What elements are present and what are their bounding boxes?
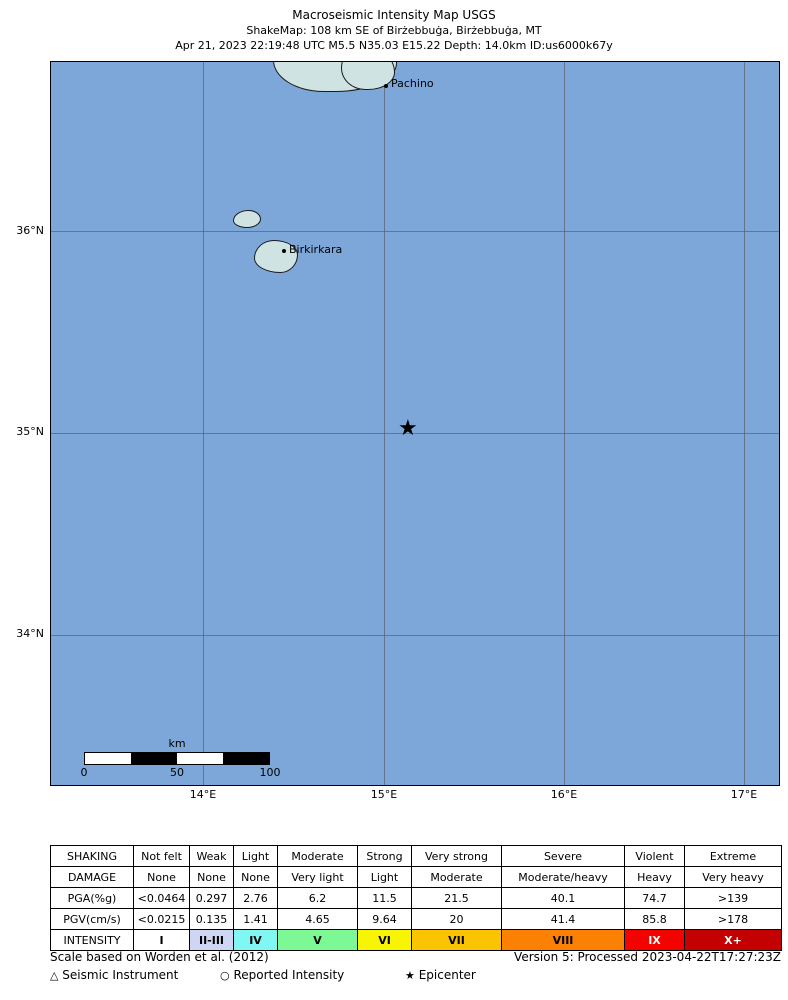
- triangle-icon: △: [50, 969, 59, 982]
- city-label-pachino: Pachino: [391, 77, 434, 90]
- legend-cell: 0.135: [190, 909, 234, 930]
- gridline-lat-36: [51, 231, 779, 232]
- legend-row-header: PGV(cm/s): [51, 909, 134, 930]
- gridline-lon-14: [203, 62, 204, 785]
- legend-epicenter: [405, 968, 476, 982]
- legend-cell: Extreme: [685, 846, 782, 867]
- legend-cell: Very light: [278, 867, 358, 888]
- legend-cell: 74.7: [625, 888, 685, 909]
- scale-unit-label: km: [168, 737, 186, 750]
- legend-cell: VI: [358, 930, 412, 951]
- legend-cell: Weak: [190, 846, 234, 867]
- city-dot-pachino: [384, 84, 388, 88]
- lon-label-15e: 15°E: [370, 788, 398, 801]
- intensity-legend-table: [50, 845, 782, 951]
- latitude-axis: [0, 61, 48, 786]
- legend-cell: Violent: [625, 846, 685, 867]
- legend-cell: None: [190, 867, 234, 888]
- legend-cell: >139: [685, 888, 782, 909]
- legend-row-shaking: [51, 846, 782, 867]
- legend-cell: Moderate: [412, 867, 502, 888]
- legend-cell: Very heavy: [685, 867, 782, 888]
- legend-cell: 11.5: [358, 888, 412, 909]
- legend-cell: VII: [412, 930, 502, 951]
- legend-row-header: SHAKING: [51, 846, 134, 867]
- circle-icon: ○: [220, 969, 230, 982]
- legend-cell: Light: [358, 867, 412, 888]
- legend-row-header: INTENSITY: [51, 930, 134, 951]
- legend-cell: 85.8: [625, 909, 685, 930]
- legend-cell: I: [134, 930, 190, 951]
- legend-epicenter-label: Epicenter: [418, 968, 476, 982]
- event-details: Apr 21, 2023 22:19:48 UTC M5.5 N35.03 E15.22 Depth: 14.0km ID:us6000k67y: [175, 39, 613, 52]
- legend-row-pga-g: [51, 888, 782, 909]
- epicenter-star: ★: [398, 416, 418, 441]
- legend-row-pgv-cm-s: [51, 909, 782, 930]
- legend-seismic-instrument: [50, 968, 178, 982]
- legend-cell: 20: [412, 909, 502, 930]
- legend-row-header: DAMAGE: [51, 867, 134, 888]
- legend-cell: 41.4: [502, 909, 625, 930]
- legend-cell: Not felt: [134, 846, 190, 867]
- scale-tick-50: 50: [170, 766, 184, 779]
- scale-bar-ticks: [80, 765, 281, 779]
- longitude-axis: [50, 788, 780, 806]
- legend-cell: Heavy: [625, 867, 685, 888]
- legend-cell: IV: [234, 930, 278, 951]
- legend-cell: >178: [685, 909, 782, 930]
- legend-cell: 9.64: [358, 909, 412, 930]
- legend-cell: <0.0464: [134, 888, 190, 909]
- legend-cell: None: [134, 867, 190, 888]
- lat-label-36n: 36°N: [16, 224, 44, 237]
- legend-row-header: PGA(%g): [51, 888, 134, 909]
- legend-row-damage: [51, 867, 782, 888]
- lon-label-16e: 16°E: [550, 788, 578, 801]
- legend-cell: VIII: [502, 930, 625, 951]
- scale-tick-0: 0: [80, 766, 88, 779]
- lon-label-14e: 14°E: [189, 788, 217, 801]
- legend-cell: Very strong: [412, 846, 502, 867]
- legend-reported-intensity: [220, 968, 344, 982]
- scale-bar-graphic: [84, 752, 270, 765]
- legend-seismic-instrument-label: Seismic Instrument: [62, 968, 179, 982]
- legend-cell: X+: [685, 930, 782, 951]
- city-label-birkirkara: Birkirkara: [289, 243, 343, 256]
- gridline-lon-15: [384, 62, 385, 785]
- gridline-lon-16: [564, 62, 565, 785]
- legend-cell: Light: [234, 846, 278, 867]
- legend-cell: Moderate: [278, 846, 358, 867]
- legend-cell: <0.0215: [134, 909, 190, 930]
- lat-label-35n: 35°N: [16, 425, 44, 438]
- legend-cell: 6.2: [278, 888, 358, 909]
- map-header: [0, 0, 788, 53]
- legend-cell: V: [278, 930, 358, 951]
- legend-cell: 40.1: [502, 888, 625, 909]
- star-icon: ★: [405, 969, 415, 982]
- legend-cell: None: [234, 867, 278, 888]
- legend-cell: 21.5: [412, 888, 502, 909]
- gridline-lat-34: [51, 635, 779, 636]
- legend-cell: II-III: [190, 930, 234, 951]
- legend-row-intensity: [51, 930, 782, 951]
- city-dot-birkirkara: [282, 249, 286, 253]
- legend-cell: 2.76: [234, 888, 278, 909]
- intensity-map[interactable]: [50, 61, 780, 786]
- legend-reported-intensity-label: Reported Intensity: [233, 968, 345, 982]
- legend-cell: 4.65: [278, 909, 358, 930]
- version-note: Version 5: Processed 2023-04-22T17:27:23Z: [514, 950, 781, 964]
- legend-cell: Severe: [502, 846, 625, 867]
- landmass-gozo: [233, 210, 261, 228]
- legend-cell: Moderate/heavy: [502, 867, 625, 888]
- legend-cell: 1.41: [234, 909, 278, 930]
- map-footer: [50, 950, 781, 984]
- page-title: Macroseismic Intensity Map USGS: [292, 8, 496, 22]
- legend-cell: 0.297: [190, 888, 234, 909]
- scale-tick-100: 100: [259, 766, 281, 779]
- legend-cell: Strong: [358, 846, 412, 867]
- legend-cell: IX: [625, 930, 685, 951]
- gridline-lon-17: [744, 62, 745, 785]
- shakemap-subtitle: ShakeMap: 108 km SE of Birżebbuġa, Birżebbuġa, MT: [246, 24, 542, 37]
- lon-label-17e: 17°E: [730, 788, 758, 801]
- scale-source-note: Scale based on Worden et al. (2012): [50, 950, 269, 964]
- lat-label-34n: 34°N: [16, 627, 44, 640]
- scale-bar: [80, 737, 281, 779]
